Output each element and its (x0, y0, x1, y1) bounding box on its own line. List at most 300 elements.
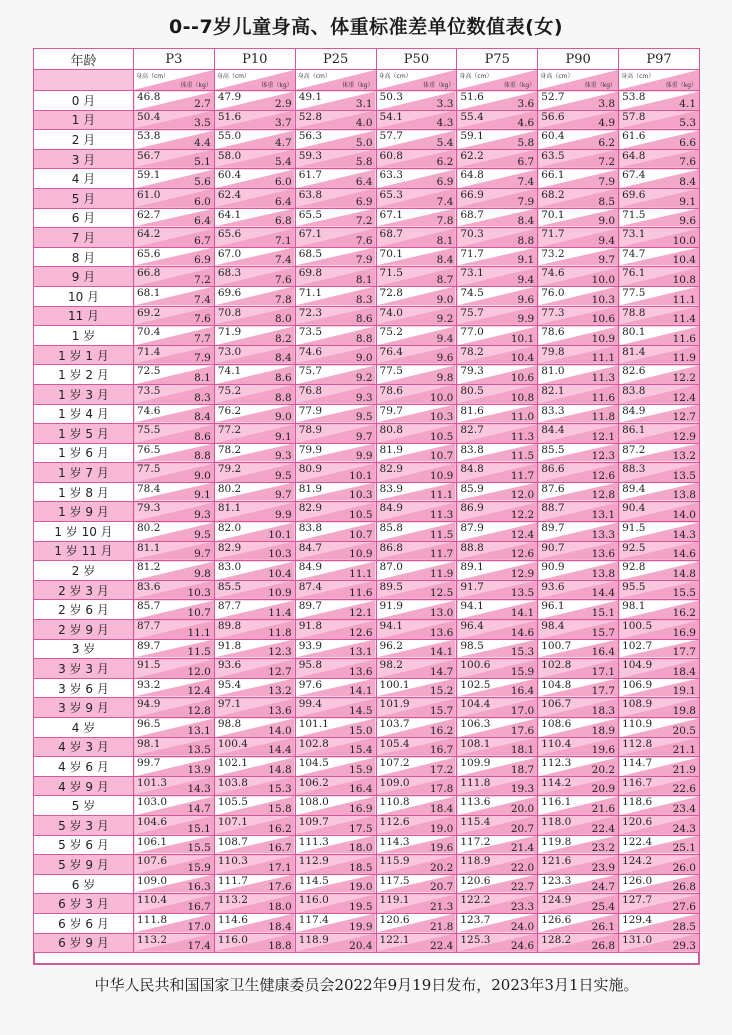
height-value: 74.0 (379, 306, 403, 319)
weight-value: 19.5 (349, 900, 373, 913)
weight-value: 9.3 (355, 391, 373, 404)
weight-value: 12.7 (672, 411, 696, 424)
height-value: 83.8 (460, 443, 484, 456)
weight-value: 12.2 (510, 509, 535, 522)
weight-value: 3.8 (598, 97, 616, 110)
weight-value: 9.9 (274, 509, 292, 522)
table-row (34, 482, 700, 502)
height-value: 71.7 (460, 247, 484, 260)
measurement-cell (134, 365, 215, 385)
height-value: 94.1 (379, 620, 403, 633)
height-value: 93.2 (137, 678, 161, 691)
weight-value: 4.7 (274, 136, 292, 149)
weight-value: 8.3 (355, 293, 373, 306)
weight-value: 18.7 (510, 763, 535, 776)
height-value: 109.9 (460, 757, 491, 770)
measurement-cell (295, 443, 376, 463)
measurement-cell (295, 776, 376, 796)
unit-cell (214, 70, 295, 91)
height-value: 110.3 (217, 855, 248, 868)
height-value: 68.1 (137, 286, 161, 299)
measurement-cell (295, 796, 376, 816)
measurement-cell (538, 522, 619, 542)
measurement-cell (134, 698, 215, 718)
height-value: 96.2 (379, 639, 403, 652)
height-value: 69.6 (217, 286, 242, 299)
measurement-cell (214, 776, 295, 796)
weight-value: 20.2 (591, 763, 616, 776)
height-value: 77.5 (137, 463, 161, 476)
table-row (34, 326, 700, 346)
weight-value: 3.5 (194, 117, 211, 130)
height-value: 67.1 (379, 208, 403, 221)
age-cell: 1 岁 5 月 (34, 424, 134, 444)
weight-value: 23.4 (672, 802, 696, 815)
weight-value: 9.4 (517, 273, 535, 286)
table-row (34, 698, 700, 718)
measurement-cell (619, 345, 700, 365)
measurement-cell (295, 933, 376, 953)
weight-value: 13.5 (187, 744, 211, 757)
measurement-cell (376, 463, 457, 483)
measurement-cell (457, 130, 538, 150)
height-value: 47.9 (217, 91, 242, 103)
weight-value: 12.0 (510, 489, 535, 502)
weight-value: 13.5 (510, 587, 535, 600)
measurement-cell (376, 757, 457, 777)
height-value: 99.4 (298, 698, 323, 711)
weight-value: 26.0 (672, 861, 696, 874)
measurement-cell (457, 580, 538, 600)
weight-value: 10.0 (672, 234, 696, 247)
height-unit-label: 身高（cm） (216, 73, 250, 80)
weight-value: 6.2 (598, 136, 616, 149)
unit-cell (538, 70, 619, 91)
weight-value: 19.0 (429, 822, 454, 835)
measurement-cell (214, 718, 295, 738)
measurement-cell (134, 228, 215, 248)
measurement-cell (376, 424, 457, 444)
measurement-cell (457, 365, 538, 385)
weight-value: 18.0 (268, 900, 292, 913)
height-value: 108.9 (622, 698, 653, 711)
weight-value: 10.8 (672, 273, 696, 286)
height-value: 59.3 (298, 149, 323, 162)
measurement-cell (376, 913, 457, 933)
measurement-cell (619, 110, 700, 130)
weight-value: 17.7 (672, 646, 696, 659)
height-value: 118.0 (541, 815, 572, 828)
height-value: 62.2 (460, 149, 484, 162)
weight-value: 21.8 (429, 920, 454, 933)
measurement-cell (376, 208, 457, 228)
weight-value: 9.5 (274, 469, 292, 482)
measurement-cell (619, 247, 700, 267)
weight-value: 29.3 (672, 940, 696, 953)
height-value: 73.0 (217, 345, 242, 358)
measurement-cell (619, 169, 700, 189)
height-value: 108.1 (460, 737, 491, 750)
weight-value: 13.1 (187, 724, 211, 737)
measurement-cell (538, 718, 619, 738)
measurement-cell (134, 208, 215, 228)
weight-value: 9.9 (517, 313, 535, 326)
weight-value: 8.6 (355, 313, 373, 326)
height-value: 68.2 (541, 188, 565, 201)
measurement-cell (538, 796, 619, 816)
weight-value: 10.3 (591, 293, 616, 306)
measurement-cell (538, 620, 619, 640)
height-value: 107.1 (217, 815, 248, 828)
weight-unit-label: 体重（kg） (180, 82, 212, 89)
height-value: 117.4 (298, 913, 329, 926)
height-value: 71.9 (217, 326, 242, 339)
weight-value: 6.9 (355, 195, 373, 208)
weight-value: 17.5 (349, 822, 373, 835)
measurement-cell (134, 502, 215, 522)
height-value: 115.9 (379, 855, 410, 868)
table-row (34, 718, 700, 738)
weight-value: 14.4 (268, 744, 292, 757)
age-cell: 1 月 (34, 110, 134, 130)
height-value: 87.6 (541, 482, 565, 495)
height-value: 68.7 (460, 208, 484, 221)
measurement-cell (457, 639, 538, 659)
measurement-cell (538, 463, 619, 483)
height-value: 57.7 (379, 130, 403, 143)
weight-value: 12.1 (591, 430, 616, 443)
weight-value: 12.9 (510, 567, 535, 580)
height-value: 65.3 (379, 188, 403, 201)
height-value: 101.9 (379, 698, 410, 711)
measurement-cell (457, 718, 538, 738)
weight-value: 10.4 (510, 352, 535, 365)
weight-value: 22.6 (672, 783, 696, 796)
weight-value: 11.1 (672, 293, 696, 306)
weight-value: 10.4 (268, 567, 292, 580)
measurement-cell (457, 678, 538, 698)
weight-value: 26.8 (591, 940, 616, 953)
height-value: 86.1 (622, 424, 646, 437)
measurement-cell (295, 208, 376, 228)
weight-value: 10.9 (268, 587, 292, 600)
weight-value: 17.0 (510, 705, 535, 717)
measurement-cell (134, 757, 215, 777)
height-value: 116.0 (217, 933, 248, 946)
weight-unit-label: 体重（kg） (261, 82, 293, 89)
height-value: 85.9 (460, 482, 484, 495)
table-row (34, 757, 700, 777)
measurement-cell (376, 169, 457, 189)
measurement-cell (619, 326, 700, 346)
measurement-cell (538, 757, 619, 777)
weight-value: 7.8 (436, 215, 454, 228)
age-cell: 6 月 (34, 208, 134, 228)
measurement-cell (457, 835, 538, 855)
age-cell: 5 岁 (34, 796, 134, 816)
weight-value: 18.8 (268, 940, 292, 953)
weight-value: 10.9 (429, 469, 454, 482)
height-value: 110.8 (379, 796, 410, 809)
height-value: 64.2 (137, 228, 161, 241)
weight-value: 17.1 (591, 665, 616, 678)
weight-value: 4.6 (517, 117, 535, 130)
measurement-cell (295, 522, 376, 542)
measurement-cell (619, 286, 700, 306)
measurement-cell (134, 678, 215, 698)
weight-value: 21.9 (672, 763, 696, 776)
table-row (34, 91, 700, 111)
height-value: 61.6 (622, 130, 646, 143)
measurement-cell (376, 384, 457, 404)
weight-value: 7.4 (274, 254, 292, 267)
weight-value: 18.0 (349, 842, 373, 855)
weight-value: 12.3 (591, 450, 616, 463)
measurement-cell (214, 561, 295, 581)
measurement-cell (538, 267, 619, 287)
weight-value: 9.9 (355, 450, 373, 463)
height-value: 117.5 (379, 874, 410, 887)
measurement-cell (376, 482, 457, 502)
measurement-cell (134, 580, 215, 600)
table-row (34, 188, 700, 208)
height-value: 114.2 (541, 776, 572, 789)
measurement-cell (376, 796, 457, 816)
weight-value: 6.4 (194, 215, 211, 228)
measurement-cell (376, 835, 457, 855)
measurement-cell (295, 678, 376, 698)
weight-value: 14.6 (510, 626, 535, 639)
height-value: 81.1 (137, 541, 161, 554)
measurement-cell (295, 267, 376, 287)
measurement-cell (376, 247, 457, 267)
weight-value: 9.2 (436, 313, 454, 326)
measurement-cell (538, 228, 619, 248)
weight-value: 8.6 (274, 371, 292, 384)
weight-value: 14.1 (429, 646, 454, 659)
table-row (34, 894, 700, 914)
height-value: 100.1 (379, 678, 410, 691)
table-row (34, 933, 700, 953)
weight-value: 5.8 (517, 136, 535, 149)
weight-value: 5.0 (355, 136, 373, 149)
height-value: 77.5 (379, 365, 403, 378)
weight-value: 18.9 (591, 724, 616, 737)
weight-unit-label: 体重（kg） (665, 82, 697, 89)
measurement-cell (214, 326, 295, 346)
weight-value: 12.2 (672, 371, 696, 384)
measurement-cell (376, 678, 457, 698)
weight-value: 7.4 (194, 293, 211, 306)
height-value: 60.8 (379, 149, 403, 162)
measurement-cell (295, 620, 376, 640)
measurement-cell (214, 149, 295, 169)
measurement-cell (457, 228, 538, 248)
measurement-cell (214, 482, 295, 502)
height-value: 98.2 (379, 659, 403, 672)
weight-value: 18.3 (591, 705, 616, 717)
height-value: 74.7 (622, 247, 646, 260)
measurement-cell (134, 345, 215, 365)
weight-value: 6.9 (194, 254, 211, 267)
height-value: 46.8 (137, 91, 161, 103)
measurement-cell (214, 933, 295, 953)
height-value: 79.3 (460, 365, 484, 378)
height-value: 78.9 (298, 424, 323, 437)
height-value: 86.9 (460, 502, 484, 515)
measurement-cell (134, 718, 215, 738)
measurement-cell (134, 874, 215, 894)
height-value: 62.7 (137, 208, 161, 221)
height-value: 115.4 (460, 815, 491, 828)
age-cell: 0 月 (34, 91, 134, 111)
measurement-cell (457, 913, 538, 933)
measurement-cell (214, 698, 295, 718)
measurement-cell (295, 365, 376, 385)
table-body (34, 70, 700, 953)
weight-value: 8.1 (355, 273, 373, 286)
measurement-cell (457, 247, 538, 267)
measurement-cell (457, 815, 538, 835)
height-value: 93.9 (298, 639, 323, 652)
age-cell: 1 岁 (34, 326, 134, 346)
measurement-cell (214, 365, 295, 385)
height-value: 114.6 (217, 913, 248, 926)
measurement-cell (134, 424, 215, 444)
height-value: 116.1 (541, 796, 572, 809)
age-cell: 5 岁 6 月 (34, 835, 134, 855)
weight-value: 6.2 (436, 156, 454, 169)
measurement-cell (457, 933, 538, 953)
weight-value: 11.9 (672, 352, 696, 365)
measurement-cell (134, 188, 215, 208)
weight-value: 11.6 (349, 587, 373, 600)
measurement-cell (295, 835, 376, 855)
table-row (34, 110, 700, 130)
height-value: 79.8 (541, 345, 565, 358)
height-value: 78.2 (217, 443, 242, 456)
height-value: 105.4 (379, 737, 410, 750)
measurement-cell (619, 659, 700, 679)
measurement-cell (295, 541, 376, 561)
measurement-cell (619, 443, 700, 463)
height-value: 76.4 (379, 345, 403, 358)
weight-value: 19.8 (672, 705, 696, 717)
height-value: 73.5 (298, 326, 323, 339)
measurement-cell (538, 286, 619, 306)
measurement-cell (214, 835, 295, 855)
measurement-cell (619, 522, 700, 542)
weight-value: 17.4 (187, 940, 211, 953)
height-value: 61.0 (137, 188, 161, 201)
measurement-cell (619, 463, 700, 483)
height-unit-label: 身高（cm） (459, 73, 493, 80)
height-value: 97.1 (217, 698, 242, 711)
measurement-cell (295, 659, 376, 679)
height-value: 65.6 (217, 228, 242, 241)
height-value: 84.9 (298, 561, 323, 574)
weight-value: 9.6 (436, 352, 454, 365)
measurement-cell (295, 463, 376, 483)
table-row (34, 286, 700, 306)
weight-value: 7.4 (436, 195, 454, 208)
height-value: 62.4 (217, 188, 242, 201)
height-value: 59.1 (460, 130, 484, 143)
height-value: 66.9 (460, 188, 484, 201)
height-value: 111.8 (460, 776, 491, 789)
height-value: 81.6 (460, 404, 484, 417)
weight-value: 8.2 (274, 332, 292, 345)
weight-value: 9.3 (194, 509, 211, 522)
measurement-cell (295, 247, 376, 267)
weight-value: 17.2 (429, 763, 454, 776)
measurement-cell (376, 659, 457, 679)
weight-value: 16.4 (349, 783, 373, 796)
measurement-cell (457, 620, 538, 640)
height-value: 109.7 (298, 815, 329, 828)
measurement-cell (214, 247, 295, 267)
measurement-cell (134, 267, 215, 287)
table-row (34, 267, 700, 287)
measurement-cell (134, 306, 215, 326)
age-cell: 4 岁 (34, 718, 134, 738)
height-value: 110.4 (137, 894, 168, 907)
table-row (34, 169, 700, 189)
weight-value: 11.5 (187, 646, 211, 659)
weight-value: 7.9 (598, 175, 616, 188)
weight-value: 8.8 (517, 234, 535, 247)
measurement-cell (538, 561, 619, 581)
height-unit-label: 身高（cm） (297, 73, 331, 80)
height-value: 101.1 (298, 718, 329, 730)
table-row (34, 149, 700, 169)
height-value: 96.1 (541, 600, 565, 613)
measurement-cell (295, 149, 376, 169)
height-value: 100.5 (622, 620, 653, 633)
weight-value: 19.9 (349, 920, 373, 933)
weight-value: 7.9 (517, 195, 535, 208)
table-row (34, 620, 700, 640)
measurement-cell (134, 130, 215, 150)
measurement-cell (619, 149, 700, 169)
weight-value: 17.1 (268, 861, 292, 874)
measurement-cell (134, 737, 215, 757)
weight-value: 10.5 (429, 430, 454, 443)
age-cell: 1 岁 6 月 (34, 443, 134, 463)
age-cell: 2 岁 (34, 561, 134, 581)
measurement-cell (134, 404, 215, 424)
weight-value: 20.7 (510, 822, 535, 835)
height-value: 104.8 (541, 678, 572, 691)
weight-value: 23.2 (591, 842, 616, 855)
height-value: 51.6 (460, 91, 484, 103)
weight-value: 8.4 (436, 254, 454, 267)
height-value: 70.3 (460, 228, 484, 241)
age-cell: 4 岁 3 月 (34, 737, 134, 757)
measurement-cell (134, 561, 215, 581)
height-value: 87.0 (379, 561, 403, 574)
age-cell: 1 岁 9 月 (34, 502, 134, 522)
height-value: 120.6 (460, 874, 491, 887)
weight-value: 10.5 (349, 509, 373, 522)
table-row (34, 424, 700, 444)
height-value: 52.7 (541, 91, 565, 103)
height-value: 85.5 (541, 443, 565, 456)
percentile-header: P50 (376, 49, 457, 70)
weight-value: 13.6 (429, 626, 454, 639)
measurement-cell (134, 149, 215, 169)
height-value: 79.3 (137, 502, 161, 515)
